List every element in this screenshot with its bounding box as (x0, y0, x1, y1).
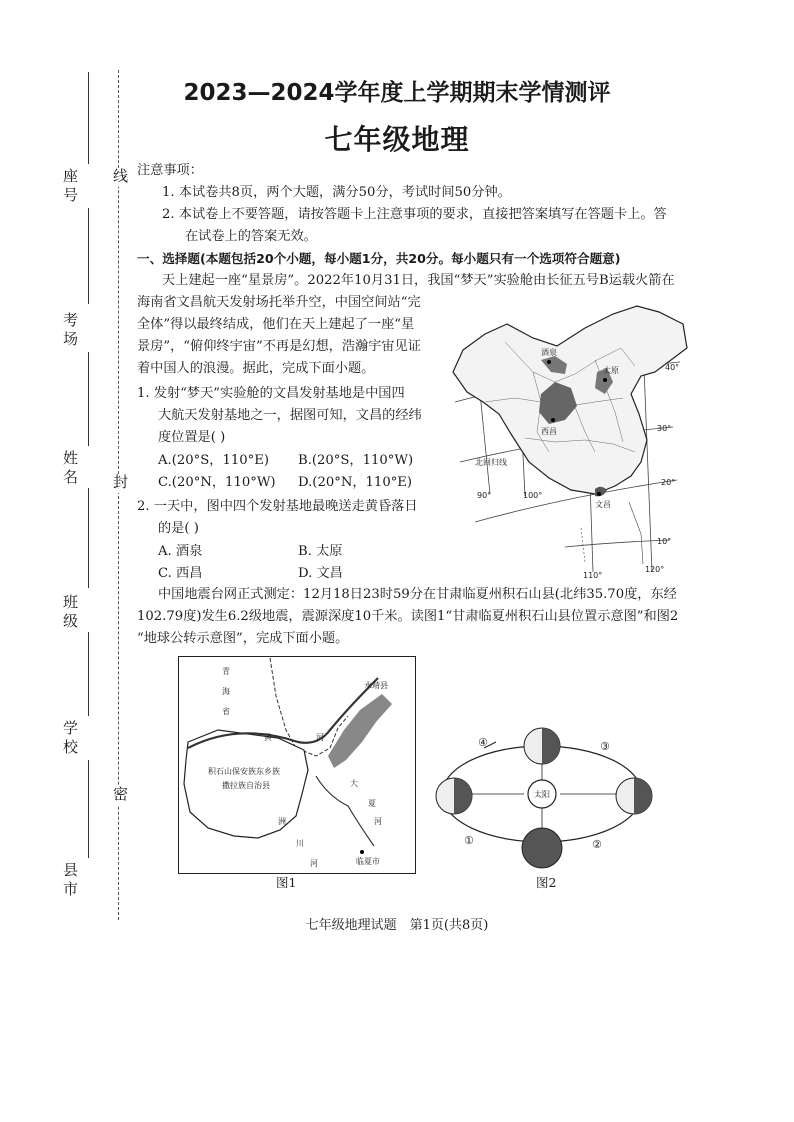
figure1-jishishan-location-map (178, 656, 416, 874)
passage2-line1: 中国地震台网正式测定：12月18日23时59分在甘肃临夏州积石山县(北纬35.70度，东经 (158, 587, 677, 602)
label-river-huang: 黄 (264, 733, 272, 742)
label-taiyuan: 太原 (603, 366, 619, 375)
class-label: 班级 (61, 594, 79, 632)
label-yongjing: 永靖县 (364, 681, 388, 690)
q1-stem-2: 大航天发射基地之一，据图可知，文昌的经纬 (158, 408, 422, 423)
notes-item-2: 2. 本试卷上不要答题，请按答题卡上注意事项的要求，直接把答案填写在答题卡上。答 (162, 207, 667, 222)
notes-item-1: 1. 本试卷共8页，两个大题，满分50分，考试时间50分钟。 (162, 185, 511, 200)
exam-title: 2023—2024学年度上学期期末学情测评 (183, 80, 611, 106)
label-hai: 海 (222, 687, 230, 696)
label-lon-90: 90° (477, 491, 492, 500)
china-launch-site-map (445, 302, 695, 584)
label-river-he3: 河 (310, 859, 318, 868)
passage2-line2: 102.79度)发生6.2级地震，震源深度10千米。读图1“甘肃临夏州积石山县位置示意图”和图2 (137, 609, 679, 624)
exam-room-fill-line (88, 208, 89, 304)
label-river-da: 大 (350, 779, 358, 788)
q1-option-b: B.(20°S，110°W) (298, 453, 414, 468)
label-county-1: 积石山保安族东乡族 (208, 767, 280, 776)
passage2-line3: “地球公转示意图”，完成下面小题。 (137, 631, 349, 646)
label-sun: 太阳 (534, 790, 550, 799)
seat-label: 座号 (61, 168, 79, 206)
label-lat-10: 10° (657, 537, 672, 546)
label-tropic: 北回归线 (475, 458, 507, 467)
school-label: 学校 (61, 720, 79, 758)
q1-option-a: A.(20°S，110°E) (158, 453, 269, 468)
subject-title: 七年级地理 (324, 123, 470, 156)
q2-stem-1: 2. 一天中，图中四个发射基地最晚送走黄昏落日 (137, 499, 418, 514)
q1-stem-1: 1. 发射“梦天”实验舱的文昌发射基地是中国四 (137, 386, 405, 401)
label-river-zhou: 洲 (278, 817, 286, 826)
label-river-he2: 河 (374, 817, 382, 826)
passage1-line5: 着中国人的浪漫。据此，完成下面小题。 (137, 361, 375, 376)
line-mark: 线 (111, 168, 129, 187)
label-river-chuan: 川 (296, 839, 304, 848)
earth-left (436, 778, 472, 814)
notes-heading: 注意事项： (137, 163, 203, 178)
label-linxia: 临夏市 (356, 857, 380, 866)
exam-room-label: 考场 (61, 312, 79, 350)
school-fill-line (88, 632, 89, 716)
figure2-earth-revolution-diagram (424, 724, 664, 874)
q1-option-c: C.(20°N，110°W) (158, 475, 276, 490)
label-county-2: 撒拉族自治县 (222, 781, 270, 790)
seal-mark: 封 (111, 474, 129, 493)
q2-option-a: A. 酒泉 (158, 544, 203, 559)
label-jiuquan: 酒泉 (541, 348, 557, 357)
passage1-line2: 海南省文昌航天发射场托举升空，中国空间站“完 (137, 295, 421, 310)
earth-top (524, 728, 560, 764)
figure2-caption: 图2 (536, 875, 557, 890)
label-wenchang: 文昌 (595, 500, 611, 509)
passage1-line1: 天上建起一座“星景房”。2022年10月31日，我国“梦天”实验舱由长征五号B运载火箭在 (162, 273, 675, 288)
label-stage-3: ③ (600, 740, 610, 753)
earth-bottom (522, 828, 562, 868)
label-lon-100: 100° (523, 491, 543, 500)
secret-mark: 密 (111, 786, 129, 805)
label-lon-110: 110° (583, 571, 603, 580)
earth-right (616, 778, 652, 814)
label-stage-2: ② (592, 838, 602, 851)
q1-option-d: D.(20°N，110°E) (298, 475, 413, 490)
label-stage-4: ④ (478, 736, 488, 749)
label-qing: 青 (222, 667, 230, 676)
label-stage-1: ① (464, 834, 474, 847)
label-river-he: 河 (316, 733, 324, 742)
label-lat-30: 30° (657, 424, 672, 433)
county-label: 县市 (61, 862, 79, 900)
q2-option-d: D. 文昌 (298, 566, 343, 581)
passage1-line3: 全体”得以最终结成，他们在天上建起了一座“星 (137, 317, 415, 332)
q2-option-c: C. 西昌 (158, 566, 203, 581)
label-sheng: 省 (222, 707, 230, 716)
notes-item-2-cont: 在试卷上的答案无效。 (185, 229, 317, 244)
q1-stem-3: 度位置是( ) (158, 430, 226, 445)
passage1-line4: 景房”，“俯仰终宇宙”不再是幻想，浩瀚宇宙见证 (137, 339, 421, 354)
class-fill-line (88, 488, 89, 588)
label-lat-20: 20° (661, 478, 676, 487)
county-fill-line (88, 760, 89, 858)
label-lon-120: 120° (645, 565, 665, 574)
label-lat-40: 40° (665, 363, 680, 372)
label-river-xia: 夏 (368, 799, 376, 808)
q2-stem-2: 的是( ) (158, 521, 199, 536)
q2-option-b: B. 太原 (298, 544, 343, 559)
page-footer: 七年级地理试题 第1页(共8页) (305, 918, 489, 933)
label-xichang: 西昌 (541, 427, 557, 436)
name-label: 姓名 (61, 450, 79, 488)
figure1-caption: 图1 (276, 875, 297, 890)
name-fill-line (88, 352, 89, 446)
section-heading: 一、选择题(本题包括20个小题，每小题1分，共20分。每小题只有一个选项符合题意) (137, 251, 621, 266)
